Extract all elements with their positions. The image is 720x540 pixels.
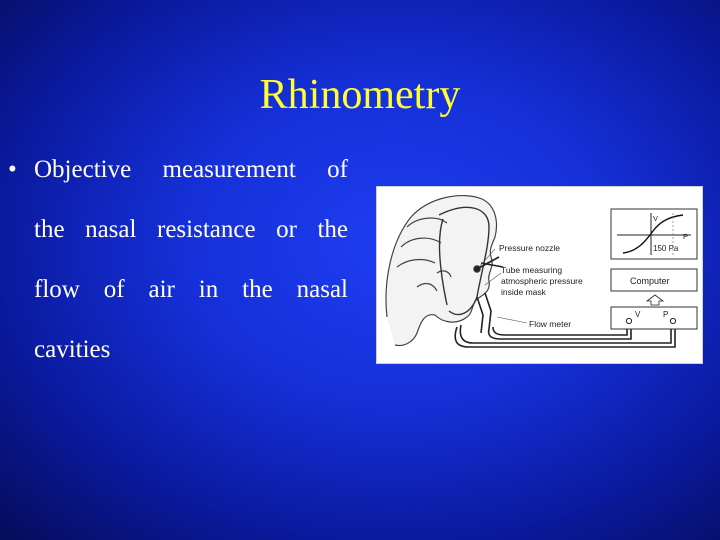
bullet-list <box>8 150 348 390</box>
up-arrow-icon <box>647 295 663 305</box>
label-pressure-nozzle: Pressure nozzle <box>499 243 560 253</box>
graph-axis-p: P <box>683 232 689 241</box>
bullet-line: Objective measurement of <box>34 156 348 183</box>
label-computer: Computer <box>630 276 670 286</box>
graph-axis-v: V <box>653 214 659 223</box>
bullet-line: the nasal resistance or the <box>34 216 348 243</box>
bullet-line: flow of air in the nasal <box>34 276 348 303</box>
sensor-label-p: P <box>663 310 669 319</box>
sensor-label-v: V <box>635 310 641 319</box>
bullet-text <box>34 150 348 370</box>
bullet-point-icon: • <box>8 156 17 183</box>
label-flow-meter: Flow meter <box>529 319 572 329</box>
sensor-box <box>611 307 697 329</box>
slide-title: Rhinometry <box>259 72 461 118</box>
bullet-line: cavities <box>34 336 111 363</box>
label-tube-line3: inside mask <box>501 287 546 297</box>
label-tube-line2: atmospheric pressure <box>501 276 583 286</box>
label-tube-line1: Tube measuring <box>501 265 563 275</box>
graph-pressure-value: 150 Pa <box>653 244 679 253</box>
rhinometry-diagram <box>376 186 703 364</box>
rhinometry-illustration <box>377 187 702 363</box>
